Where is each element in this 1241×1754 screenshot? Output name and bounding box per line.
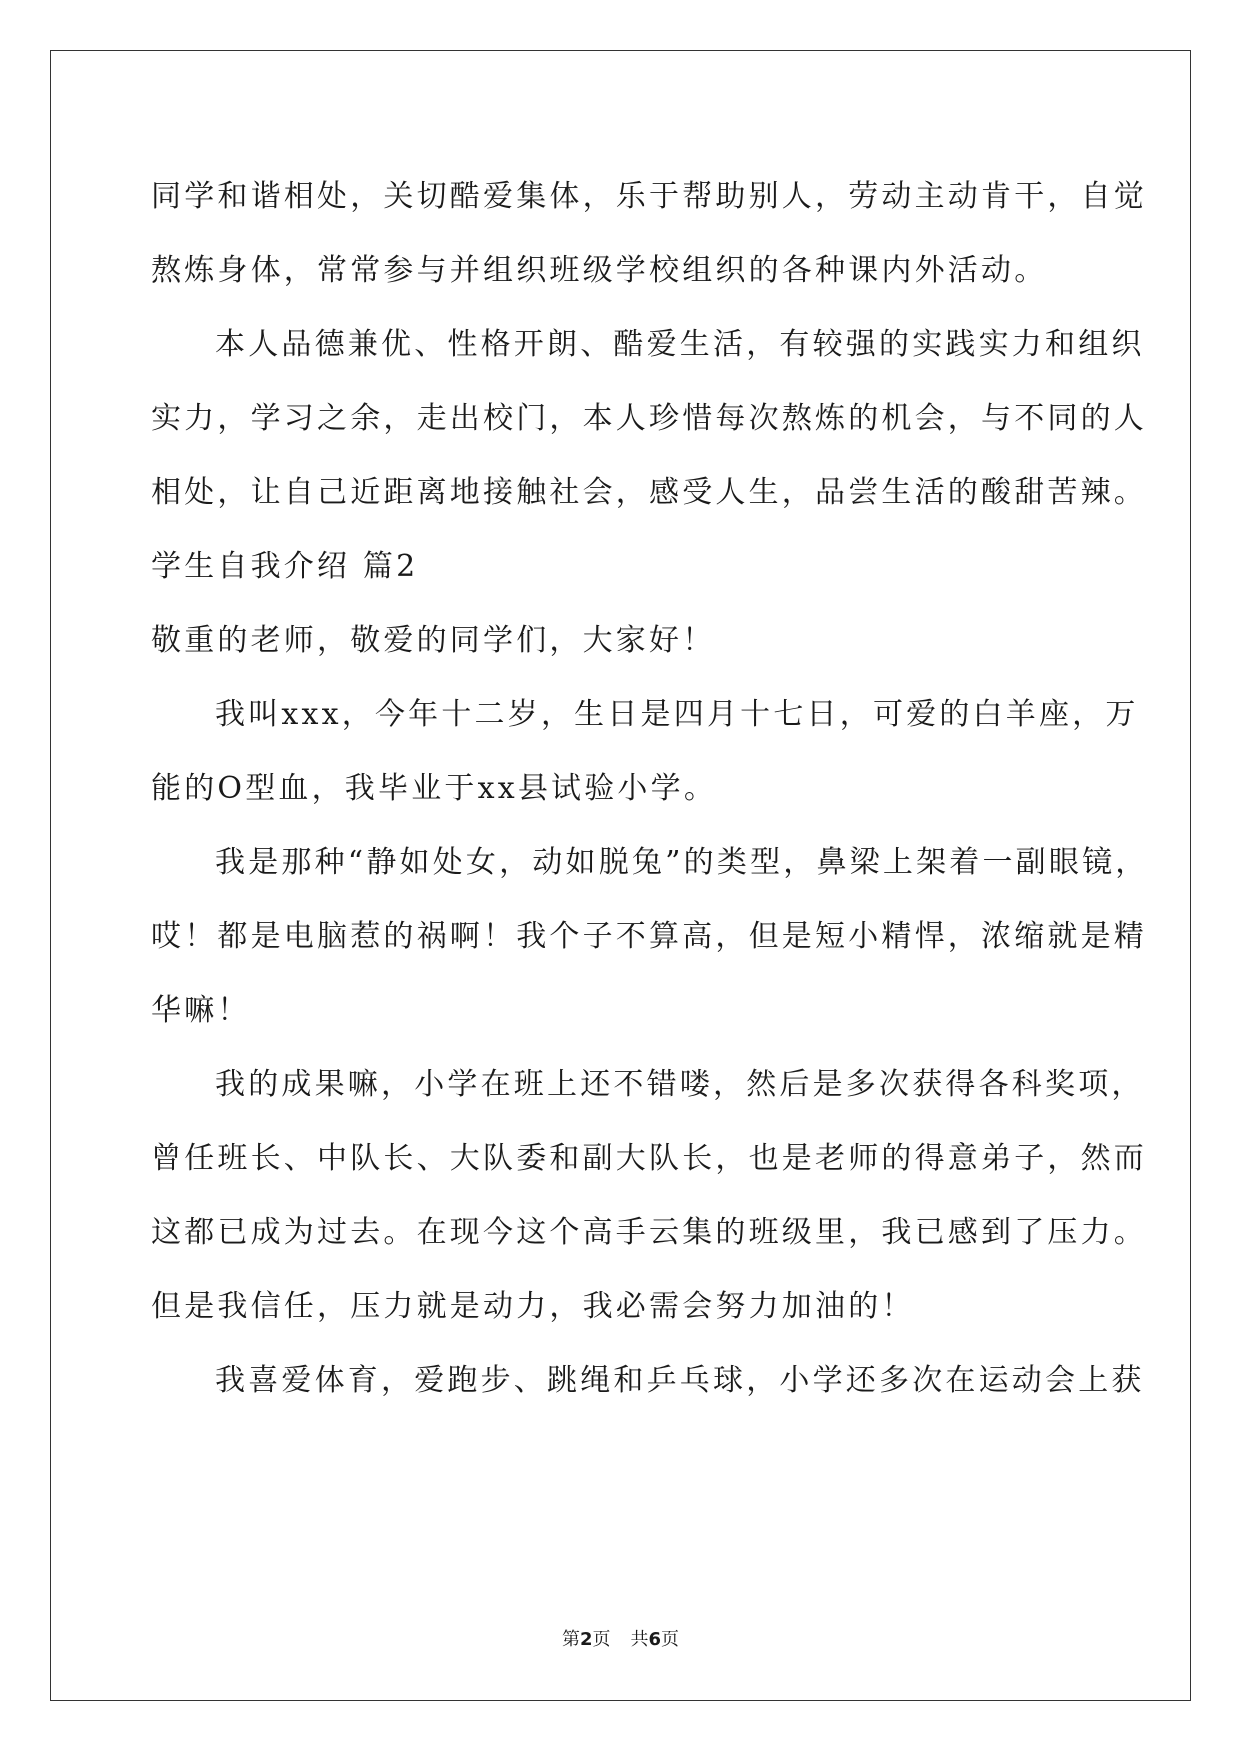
section-heading: 学生自我介绍 篇2 — [151, 549, 419, 584]
paragraph-start: 我是那种“静如处女，动如脱兔”的类型，鼻梁上架着一副眼镜， — [215, 845, 1149, 880]
text-line: 但是我信任，压力就是动力，我必需会努力加油的！ — [151, 1289, 915, 1324]
page-prefix: 第 — [561, 1629, 580, 1650]
document-body — [151, 160, 1149, 1418]
salutation: 敬重的老师，敬爱的同学们，大家好！ — [151, 623, 716, 658]
text-line: 实力，学习之余，走出校门，本人珍惜每次熬炼的机会，与不同的人 — [151, 401, 1147, 436]
text-line: 华嘛！ — [151, 993, 251, 1028]
paragraph-start: 本人品德兼优、性格开朗、酷爱生活，有较强的实践实力和组织 — [215, 327, 1145, 362]
text-line: 熬炼身体，常常参与并组织班级学校组织的各种课内外活动。 — [151, 253, 1048, 288]
page-suffix: 页 — [592, 1629, 611, 1650]
paragraph-start: 我喜爱体育，爱跑步、跳绳和乒乓球，小学还多次在运动会上获 — [215, 1363, 1145, 1398]
text-line: 这都已成为过去。在现今这个高手云集的班级里，我已感到了压力。 — [151, 1215, 1147, 1250]
text-line: 同学和谐相处，关切酷爱集体，乐于帮助别人，劳动主动肯干，自觉 — [151, 179, 1147, 214]
text-line: 能的O型血，我毕业于xx县试验小学。 — [151, 771, 718, 806]
total-prefix: 共 — [630, 1629, 649, 1650]
text-line: 曾任班长、中队长、大队委和副大队长，也是老师的得意弟子，然而 — [151, 1141, 1147, 1176]
total-page-count: 6 — [648, 1629, 662, 1650]
text-line: 相处，让自己近距离地接触社会，感受人生，品尝生活的酸甜苦辣。 — [151, 475, 1147, 510]
paragraph-start: 我的成果嘛，小学在班上还不错喽，然后是多次获得各科奖项， — [215, 1067, 1145, 1102]
text-line: 哎！都是电脑惹的祸啊！我个子不算高，但是短小精悍，浓缩就是精 — [151, 919, 1147, 954]
paragraph-start: 我叫xxx，今年十二岁，生日是四月十七日，可爱的白羊座，万 — [215, 697, 1139, 732]
current-page-number: 2 — [579, 1629, 593, 1650]
page-footer — [0, 1628, 1241, 1652]
total-suffix: 页 — [661, 1629, 680, 1650]
